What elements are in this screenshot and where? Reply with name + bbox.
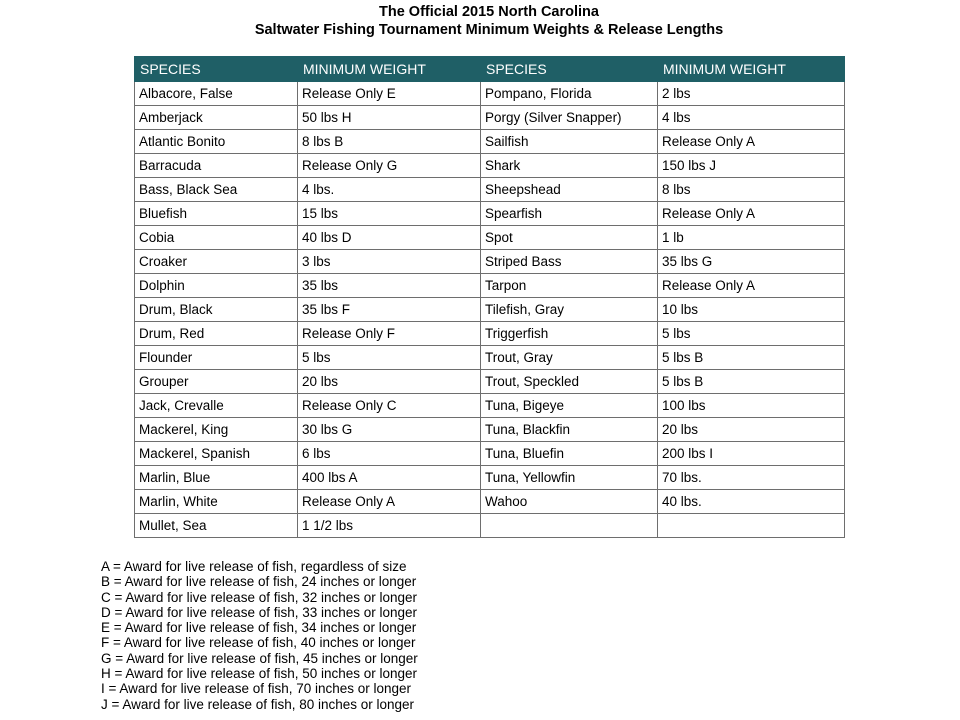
species-cell: Dolphin [135, 274, 298, 298]
minimum-weight-cell: Release Only G [298, 154, 481, 178]
species-cell: Tuna, Bigeye [481, 394, 658, 418]
species-cell: Striped Bass [481, 250, 658, 274]
minimum-weight-cell: 4 lbs [658, 106, 845, 130]
species-cell: Trout, Gray [481, 346, 658, 370]
species-cell: Sheepshead [481, 178, 658, 202]
species-cell: Tuna, Yellowfin [481, 466, 658, 490]
minimum-weight-cell: 8 lbs B [298, 130, 481, 154]
species-cell: Drum, Red [135, 322, 298, 346]
minimum-weight-cell: 35 lbs [298, 274, 481, 298]
legend-item: F = Award for live release of fish, 40 inches or longer [101, 635, 416, 651]
table-row [135, 130, 845, 154]
minimum-weight-cell: 4 lbs. [298, 178, 481, 202]
column-header-species: SPECIES [481, 57, 658, 82]
table-row [135, 298, 845, 322]
species-cell: Mackerel, Spanish [135, 442, 298, 466]
legend-item: J = Award for live release of fish, 80 inches or longer [101, 696, 415, 712]
table-row [135, 274, 845, 298]
minimum-weight-cell: 100 lbs [658, 394, 845, 418]
species-cell: Bass, Black Sea [135, 178, 298, 202]
column-header-minimum-weight: MINIMUM WEIGHT [658, 57, 845, 82]
species-cell: Mackerel, King [135, 418, 298, 442]
column-header-minimum-weight: MINIMUM WEIGHT [298, 57, 481, 82]
minimum-weight-cell [658, 514, 845, 538]
minimum-weight-cell: 5 lbs [658, 322, 845, 346]
table-row [135, 106, 845, 130]
species-cell: Amberjack [135, 106, 298, 130]
species-cell: Jack, Crevalle [135, 394, 298, 418]
minimum-weight-cell: Release Only A [298, 490, 481, 514]
minimum-weight-cell: 3 lbs [298, 250, 481, 274]
minimum-weight-cell: 40 lbs D [298, 226, 481, 250]
minimum-weight-cell: 50 lbs H [298, 106, 481, 130]
table-row [135, 226, 845, 250]
column-header-species: SPECIES [135, 57, 298, 82]
minimum-weight-cell: 35 lbs G [658, 250, 845, 274]
table-row [135, 202, 845, 226]
legend-item: A = Award for live release of fish, regardless of size [101, 559, 407, 574]
page-subtitle: Saltwater Fishing Tournament Minimum Weights & Release Lengths [254, 22, 724, 38]
minimum-weight-cell: 5 lbs B [658, 346, 845, 370]
minimum-weight-cell: Release Only A [658, 274, 845, 298]
species-cell: Tuna, Blackfin [481, 418, 658, 442]
legend-item: E = Award for live release of fish, 34 inches or longer [101, 620, 417, 636]
table-row [135, 154, 845, 178]
minimum-weight-cell: 20 lbs [298, 370, 481, 394]
legend-item: D = Award for live release of fish, 33 inches or longer [101, 604, 418, 620]
minimum-weight-cell: 1 1/2 lbs [298, 514, 481, 538]
species-cell: Atlantic Bonito [135, 130, 298, 154]
species-cell: Tuna, Bluefin [481, 442, 658, 466]
species-cell: Croaker [135, 250, 298, 274]
table-row [135, 370, 845, 394]
minimum-weight-cell: Release Only C [298, 394, 481, 418]
minimum-weight-cell: 20 lbs [658, 418, 845, 442]
table-header-row [135, 57, 845, 82]
table-body [135, 82, 845, 538]
species-cell: Flounder [135, 346, 298, 370]
species-cell: Tilefish, Gray [481, 298, 658, 322]
table-row [135, 178, 845, 202]
species-cell: Marlin, Blue [135, 466, 298, 490]
minimum-weight-cell: 10 lbs [658, 298, 845, 322]
legend-item: C = Award for live release of fish, 32 inches or longer [101, 589, 418, 605]
species-cell: Tarpon [481, 274, 658, 298]
species-cell: Trout, Speckled [481, 370, 658, 394]
minimum-weight-cell: 200 lbs I [658, 442, 845, 466]
table-row [135, 250, 845, 274]
legend-item: H = Award for live release of fish, 50 inches or longer [101, 666, 418, 682]
table-row [135, 394, 845, 418]
species-cell: Marlin, White [135, 490, 298, 514]
minimum-weight-cell: 8 lbs [658, 178, 845, 202]
table-row [135, 322, 845, 346]
minimum-weight-cell: 35 lbs F [298, 298, 481, 322]
species-cell: Shark [481, 154, 658, 178]
page-title: The Official 2015 North Carolina [379, 4, 599, 20]
species-cell: Bluefish [135, 202, 298, 226]
species-cell: Pompano, Florida [481, 82, 658, 106]
species-cell: Grouper [135, 370, 298, 394]
minimum-weights-table [134, 56, 845, 538]
minimum-weight-cell: 2 lbs [658, 82, 845, 106]
species-cell: Barracuda [135, 154, 298, 178]
legend-item: I = Award for live release of fish, 70 inches or longer [101, 681, 412, 697]
table-row [135, 442, 845, 466]
table-row [135, 82, 845, 106]
species-cell: Cobia [135, 226, 298, 250]
species-cell [481, 514, 658, 538]
species-cell: Spot [481, 226, 658, 250]
table-row [135, 418, 845, 442]
species-cell: Drum, Black [135, 298, 298, 322]
species-cell: Sailfish [481, 130, 658, 154]
minimum-weight-cell: Release Only A [658, 130, 845, 154]
table-row [135, 346, 845, 370]
species-cell: Albacore, False [135, 82, 298, 106]
legend-item: G = Award for live release of fish, 45 inches or longer [101, 650, 418, 666]
minimum-weight-cell: 5 lbs B [658, 370, 845, 394]
species-cell: Spearfish [481, 202, 658, 226]
table-row [135, 514, 845, 538]
minimum-weight-cell: 70 lbs. [658, 466, 845, 490]
species-cell: Mullet, Sea [135, 514, 298, 538]
minimum-weight-cell: 30 lbs G [298, 418, 481, 442]
minimum-weight-cell: 15 lbs [298, 202, 481, 226]
legend-item: B = Award for live release of fish, 24 inches or longer [101, 574, 417, 590]
minimum-weight-cell: 400 lbs A [298, 466, 481, 490]
minimum-weight-cell: 40 lbs. [658, 490, 845, 514]
minimum-weight-cell: Release Only E [298, 82, 481, 106]
species-cell: Porgy (Silver Snapper) [481, 106, 658, 130]
minimum-weight-cell: Release Only F [298, 322, 481, 346]
minimum-weight-cell: 1 lb [658, 226, 845, 250]
species-cell: Triggerfish [481, 322, 658, 346]
table-row [135, 490, 845, 514]
minimum-weight-cell: 6 lbs [298, 442, 481, 466]
minimum-weight-cell: Release Only A [658, 202, 845, 226]
table-row [135, 466, 845, 490]
species-cell: Wahoo [481, 490, 658, 514]
legend [101, 559, 418, 712]
minimum-weight-cell: 5 lbs [298, 346, 481, 370]
minimum-weight-cell: 150 lbs J [658, 154, 845, 178]
